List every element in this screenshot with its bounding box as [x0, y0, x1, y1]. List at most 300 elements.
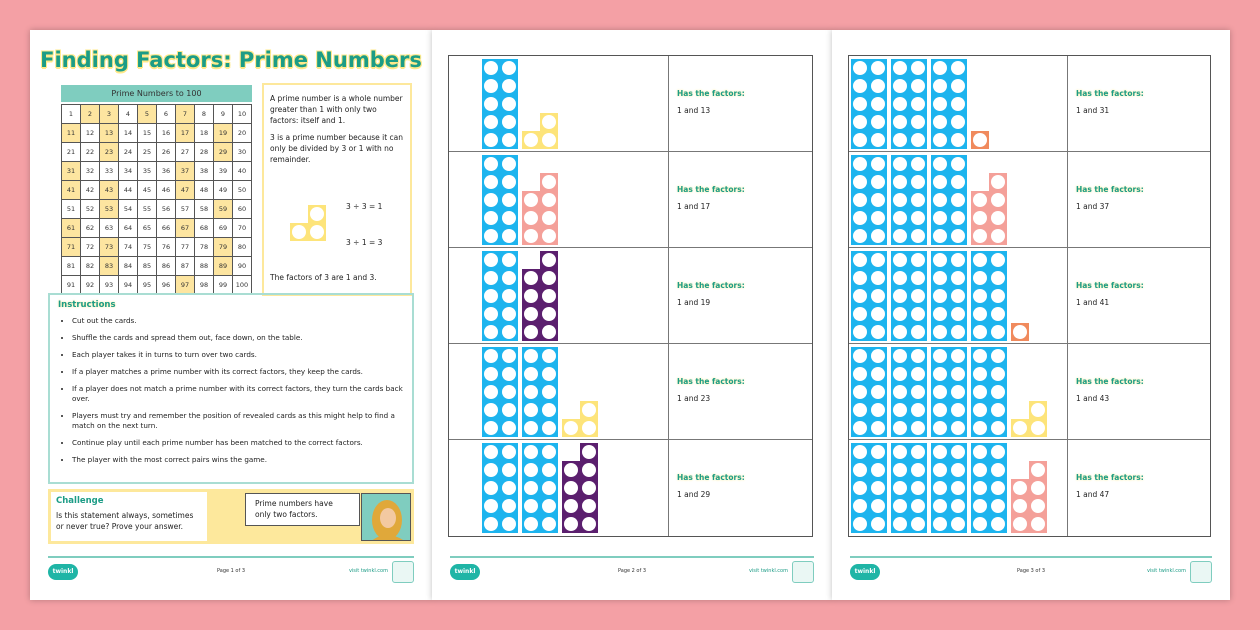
- tile-hole: [931, 59, 949, 77]
- tile-hole: [522, 227, 540, 245]
- tile-hole: [869, 191, 887, 209]
- tile-hole: [869, 95, 887, 113]
- tile-hole: [500, 155, 518, 173]
- tile-hole: [931, 155, 949, 173]
- tile-hole: [989, 365, 1007, 383]
- card-factors[interactable]: [669, 344, 812, 439]
- website-link[interactable]: visit twinkl.com: [348, 568, 388, 574]
- tile-hole: [949, 287, 967, 305]
- grid-cell: 16: [157, 124, 176, 143]
- tile-hole: [949, 347, 967, 365]
- tile-hole: [540, 347, 558, 365]
- tile-hole: [971, 131, 989, 149]
- tile-hole: [949, 251, 967, 269]
- card-picture[interactable]: [849, 248, 1068, 343]
- tile-hole: [931, 347, 949, 365]
- tile-hole: [891, 173, 909, 191]
- tile-hole: [931, 131, 949, 149]
- tile-hole: [909, 401, 927, 419]
- card-picture[interactable]: [849, 344, 1068, 439]
- number-tile-10: [851, 59, 887, 149]
- card-table: [848, 55, 1211, 537]
- page-3: [832, 30, 1230, 600]
- tile-hole: [989, 173, 1007, 191]
- tile-hole: [949, 173, 967, 191]
- grid-cell: 38: [195, 162, 214, 181]
- tile-hole: [482, 305, 500, 323]
- tile-hole: [522, 515, 540, 533]
- tile-hole: [949, 95, 967, 113]
- tile-hole: [891, 95, 909, 113]
- tile-hole: [482, 419, 500, 437]
- tile-hole: [522, 443, 540, 461]
- tile-hole: [909, 443, 927, 461]
- card-picture[interactable]: [449, 248, 669, 343]
- tile-hole: [931, 323, 949, 341]
- tile-hole: [971, 287, 989, 305]
- tile-hole: [482, 155, 500, 173]
- card-factors[interactable]: [1068, 56, 1210, 151]
- grid-cell: 3: [100, 105, 119, 124]
- tile-hole: [909, 383, 927, 401]
- tile-hole: [869, 269, 887, 287]
- tile-hole: [1029, 497, 1047, 515]
- tile-hole: [891, 347, 909, 365]
- tile-hole: [891, 155, 909, 173]
- tile-hole: [971, 479, 989, 497]
- grid-cell: 8: [195, 105, 214, 124]
- card-picture[interactable]: [449, 56, 669, 151]
- instruction-item: • If a player matches a prime number with its correct factors, they keep the cards.: [72, 367, 404, 377]
- tile-hole: [931, 305, 949, 323]
- tile-hole: [851, 515, 869, 533]
- tile-hole: [482, 383, 500, 401]
- tile-hole: [989, 305, 1007, 323]
- tile-hole: [851, 191, 869, 209]
- equation-1: 3 ÷ 3 = 1: [346, 202, 383, 211]
- number-tile-10: [891, 251, 927, 341]
- grid-cell: 18: [195, 124, 214, 143]
- grid-cell: 60: [233, 200, 252, 219]
- grid-cell: 82: [81, 257, 100, 276]
- number-tile-3: [1011, 401, 1047, 437]
- tile-hole: [580, 401, 598, 419]
- tile-hole: [989, 227, 1007, 245]
- grid-cell: 37: [176, 162, 195, 181]
- grid-cell: 12: [81, 124, 100, 143]
- card-factors[interactable]: [1068, 152, 1210, 247]
- page-number: Page 2 of 3: [617, 568, 647, 574]
- tile-hole: [869, 113, 887, 131]
- tile-hole: [891, 77, 909, 95]
- tile-hole: [909, 113, 927, 131]
- tile-hole: [562, 479, 580, 497]
- tile-hole: [522, 401, 540, 419]
- tile-hole: [500, 383, 518, 401]
- tile-hole: [869, 497, 887, 515]
- tile-hole: [500, 461, 518, 479]
- tile-hole: [891, 305, 909, 323]
- grid-cell: 94: [119, 276, 138, 295]
- grid-cell: 56: [157, 200, 176, 219]
- tile-hole: [869, 173, 887, 191]
- tile-hole: [540, 227, 558, 245]
- tile-hole: [522, 191, 540, 209]
- tile-hole: [851, 251, 869, 269]
- tile-hole: [949, 305, 967, 323]
- tile-hole: [909, 251, 927, 269]
- tile-hole: [562, 515, 580, 533]
- tile-hole: [909, 323, 927, 341]
- tile-hole: [869, 443, 887, 461]
- tile-hole: [949, 77, 967, 95]
- tile-hole: [522, 383, 540, 401]
- tile-hole: [909, 59, 927, 77]
- card-picture[interactable]: [449, 440, 669, 536]
- tile-hole: [482, 515, 500, 533]
- card-table: [448, 55, 813, 537]
- tile-hole: [989, 419, 1007, 437]
- memory-card-17[interactable]: [449, 152, 812, 248]
- grid-cell: 61: [62, 219, 81, 238]
- card-factors[interactable]: [669, 248, 812, 343]
- tile-hole: [891, 383, 909, 401]
- website-link[interactable]: visit twinkl.com: [1146, 568, 1186, 574]
- character-avatar: [361, 493, 411, 541]
- number-tile-10: [851, 347, 887, 437]
- tile-hole: [891, 59, 909, 77]
- twinkl-logo: twinkl: [850, 564, 880, 580]
- challenge-text: Is this statement always, sometimes or never true? Prove your answer.: [56, 511, 194, 531]
- tile-hole: [482, 209, 500, 227]
- card-factors[interactable]: [1068, 344, 1210, 439]
- tile-hole: [482, 113, 500, 131]
- tile-hole: [931, 209, 949, 227]
- tile-hole: [949, 401, 967, 419]
- tile-hole: [891, 479, 909, 497]
- grid-cell: 4: [119, 105, 138, 124]
- tile-hole: [989, 401, 1007, 419]
- tile-hole: [989, 287, 1007, 305]
- tile-hole: [909, 461, 927, 479]
- tile-hole: [482, 191, 500, 209]
- grid-cell: 53: [100, 200, 119, 219]
- factors-value: 1 and 31: [1076, 106, 1110, 115]
- card-factors[interactable]: [669, 56, 812, 151]
- number-tile-3: [522, 113, 558, 149]
- tile-hole: [931, 251, 949, 269]
- card-factors[interactable]: [1068, 248, 1210, 343]
- tile-hole: [500, 479, 518, 497]
- tile-hole: [949, 227, 967, 245]
- tile-hole: [500, 77, 518, 95]
- challenge-title: Challenge: [56, 496, 104, 506]
- tile-hole: [540, 365, 558, 383]
- tile-hole: [580, 419, 598, 437]
- tile-hole: [931, 419, 949, 437]
- grid-cell: 78: [195, 238, 214, 257]
- tile-hole: [500, 113, 518, 131]
- number-tile-10: [971, 251, 1007, 341]
- grid-cell: 6: [157, 105, 176, 124]
- memory-card-23[interactable]: [449, 344, 812, 440]
- tile-hole: [308, 205, 326, 223]
- tile-hole: [971, 323, 989, 341]
- tile-hole: [580, 479, 598, 497]
- tile-hole: [869, 251, 887, 269]
- grid-cell: 97: [176, 276, 195, 295]
- tile-hole: [971, 401, 989, 419]
- tile-hole: [1029, 401, 1047, 419]
- number-tile-10: [891, 59, 927, 149]
- instruction-item: • If a player does not match a prime number with its correct factors, they turn the cards back over.: [72, 384, 404, 404]
- grid-cell: 51: [62, 200, 81, 219]
- footer: [48, 556, 414, 586]
- card-factors[interactable]: [669, 440, 812, 536]
- page-number: Page 3 of 3: [1016, 568, 1046, 574]
- factors-heading: Has the factors:: [677, 473, 745, 482]
- tile-hole: [949, 269, 967, 287]
- grid-cell: 58: [195, 200, 214, 219]
- tile-hole: [482, 323, 500, 341]
- tile-hole: [540, 287, 558, 305]
- grid-cell: 11: [62, 124, 81, 143]
- tile-hole: [869, 479, 887, 497]
- grid-cell: 36: [157, 162, 176, 181]
- grid-cell: 75: [138, 238, 157, 257]
- twinkl-logo: twinkl: [48, 564, 78, 580]
- number-tile-7: [522, 173, 558, 245]
- tile-hole: [851, 227, 869, 245]
- tile-hole: [949, 461, 967, 479]
- tile-hole: [891, 191, 909, 209]
- definition-text: A prime number is a whole number greater than 1 with only two factors: itself and 1.: [270, 94, 403, 125]
- number-tile-10: [522, 347, 558, 437]
- grid-cell: 23: [100, 143, 119, 162]
- tile-hole: [989, 251, 1007, 269]
- grid-cell: 91: [62, 276, 81, 295]
- tile-hole: [482, 95, 500, 113]
- tile-hole: [540, 323, 558, 341]
- grid-cell: 65: [138, 219, 157, 238]
- tile-hole: [500, 497, 518, 515]
- card-picture[interactable]: [849, 56, 1068, 151]
- instructions-box: [48, 293, 414, 484]
- tile-hole: [482, 59, 500, 77]
- grid-cell: 89: [214, 257, 233, 276]
- tile-hole: [869, 365, 887, 383]
- factors-value: 1 and 43: [1076, 394, 1110, 403]
- tile-hole: [949, 191, 967, 209]
- grid-cell: 2: [81, 105, 100, 124]
- tile-hole: [891, 419, 909, 437]
- page-1: [30, 30, 432, 600]
- card-picture[interactable]: [449, 344, 669, 439]
- page-2: [432, 30, 832, 600]
- factors-heading: Has the factors:: [1076, 281, 1144, 290]
- factors-value: 1 and 41: [1076, 298, 1110, 307]
- number-tile-10: [891, 443, 927, 533]
- grid-cell: 30: [233, 143, 252, 162]
- memory-card-31[interactable]: [849, 56, 1210, 152]
- tile-hole: [949, 515, 967, 533]
- tile-hole: [891, 131, 909, 149]
- tile-hole: [971, 383, 989, 401]
- tile-hole: [851, 155, 869, 173]
- grid-cell: 87: [176, 257, 195, 276]
- tile-hole: [971, 461, 989, 479]
- number-tile-10: [482, 59, 518, 149]
- tile-hole: [949, 419, 967, 437]
- tile-hole: [500, 131, 518, 149]
- tile-hole: [931, 383, 949, 401]
- grid-cell: 40: [233, 162, 252, 181]
- grid-cell: 64: [119, 219, 138, 238]
- tile-hole: [869, 59, 887, 77]
- memory-card-43[interactable]: [849, 344, 1210, 440]
- tile-hole: [891, 269, 909, 287]
- grid-cell: 15: [138, 124, 157, 143]
- tile-hole: [909, 365, 927, 383]
- card-picture[interactable]: [849, 440, 1068, 536]
- number-tile-10: [482, 347, 518, 437]
- footer: [450, 556, 814, 586]
- number-tile-10: [931, 251, 967, 341]
- grid-cell: 21: [62, 143, 81, 162]
- tile-hole: [869, 77, 887, 95]
- tile-hole: [482, 443, 500, 461]
- grid-cell: 33: [100, 162, 119, 181]
- tile-hole: [909, 77, 927, 95]
- number-tile-7: [971, 173, 1007, 245]
- tile-hole: [851, 461, 869, 479]
- tile-hole: [1011, 323, 1029, 341]
- grid-cell: 67: [176, 219, 195, 238]
- factors-value: 1 and 29: [677, 490, 711, 499]
- number-tile-10: [931, 347, 967, 437]
- tile-hole: [851, 401, 869, 419]
- tile-hole: [851, 95, 869, 113]
- grid-cell: 25: [138, 143, 157, 162]
- tile-hole: [1029, 419, 1047, 437]
- factors-value: 1 and 47: [1076, 490, 1110, 499]
- tile-hole: [971, 419, 989, 437]
- quality-badge-icon: [392, 561, 414, 583]
- tile-hole: [540, 419, 558, 437]
- grid-cell: 19: [214, 124, 233, 143]
- tile-hole: [949, 443, 967, 461]
- number-tile-1: [1011, 323, 1047, 341]
- grid-cell: 26: [157, 143, 176, 162]
- card-picture[interactable]: [849, 152, 1068, 247]
- card-factors[interactable]: [669, 152, 812, 247]
- grid-cell: 20: [233, 124, 252, 143]
- grid-cell: 62: [81, 219, 100, 238]
- tile-hole: [482, 287, 500, 305]
- website-link[interactable]: visit twinkl.com: [748, 568, 788, 574]
- grid-cell: 90: [233, 257, 252, 276]
- tile-hole: [540, 113, 558, 131]
- grid-cell: 59: [214, 200, 233, 219]
- memory-card-29[interactable]: [449, 440, 812, 536]
- grid-cell: 95: [138, 276, 157, 295]
- grid-cell: 10: [233, 105, 252, 124]
- tile-hole: [540, 191, 558, 209]
- grid-cell: 57: [176, 200, 195, 219]
- tile-hole: [869, 461, 887, 479]
- tile-hole: [931, 497, 949, 515]
- memory-card-13[interactable]: [449, 56, 812, 152]
- tile-hole: [851, 443, 869, 461]
- tile-hole: [909, 497, 927, 515]
- grid-cell: 32: [81, 162, 100, 181]
- equation-2: 3 ÷ 1 = 3: [346, 238, 383, 247]
- grid-cell: 52: [81, 200, 100, 219]
- tile-hole: [522, 347, 540, 365]
- tile-hole: [851, 269, 869, 287]
- tile-hole: [482, 173, 500, 191]
- number-tile-10: [851, 443, 887, 533]
- tile-hole: [500, 323, 518, 341]
- tile-hole: [989, 209, 1007, 227]
- tile-hole: [971, 497, 989, 515]
- grid-cell: 55: [138, 200, 157, 219]
- tile-hole: [891, 287, 909, 305]
- card-factors[interactable]: [1068, 440, 1210, 536]
- tile-hole: [851, 347, 869, 365]
- conclusion-text: The factors of 3 are 1 and 3.: [270, 273, 377, 282]
- tile-hole: [500, 515, 518, 533]
- tile-hole: [1011, 479, 1029, 497]
- memory-card-41[interactable]: [849, 248, 1210, 344]
- tile-hole: [500, 59, 518, 77]
- tile-hole: [909, 155, 927, 173]
- number-tile-3: [562, 401, 598, 437]
- tile-hole: [540, 305, 558, 323]
- tile-hole: [540, 461, 558, 479]
- tile-hole: [909, 227, 927, 245]
- tile-hole: [580, 515, 598, 533]
- instructions-title: Instructions: [58, 300, 116, 310]
- tile-hole: [949, 113, 967, 131]
- tile-hole: [909, 515, 927, 533]
- number-tile-10: [851, 251, 887, 341]
- memory-card-47[interactable]: [849, 440, 1210, 536]
- number-tile-10: [522, 443, 558, 533]
- factors-value: 1 and 37: [1076, 202, 1110, 211]
- tile-hole: [971, 227, 989, 245]
- speech-bubble: Prime numbers have only two factors.: [245, 493, 360, 526]
- number-tile-10: [851, 155, 887, 245]
- tile-hole: [540, 131, 558, 149]
- grid-cell: 47: [176, 181, 195, 200]
- factors-heading: Has the factors:: [677, 281, 745, 290]
- tile-hole: [500, 365, 518, 383]
- memory-card-19[interactable]: [449, 248, 812, 344]
- memory-card-37[interactable]: [849, 152, 1210, 248]
- instruction-item: • Players must try and remember the position of revealed cards as this might help to find a match on the next turn.: [72, 411, 404, 431]
- tile-hole: [482, 251, 500, 269]
- tile-hole: [949, 131, 967, 149]
- tile-hole: [909, 269, 927, 287]
- card-picture[interactable]: [449, 152, 669, 247]
- tile-hole: [851, 209, 869, 227]
- number-tile-9: [562, 443, 598, 533]
- tile-hole: [308, 223, 326, 241]
- grid-title: Prime Numbers to 100: [61, 85, 252, 102]
- tile-hole: [522, 461, 540, 479]
- tile-hole: [909, 287, 927, 305]
